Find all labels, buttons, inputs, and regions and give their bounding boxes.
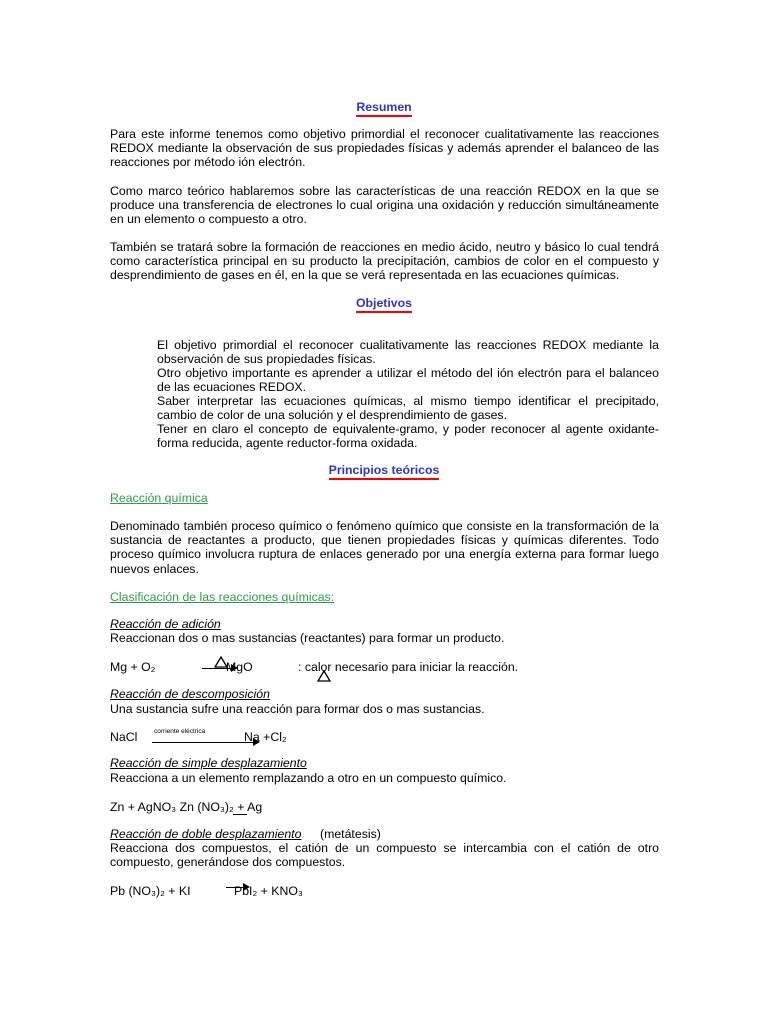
doble-products: PbI₂ + KNO₃ xyxy=(234,884,303,898)
resumen-paragraph-1: Para este informe tenemos como objetivo primordial el reconocer cualitativamente las reacciones REDOX mediante la observación de sus propiedades físicas y además aprender el balanceo de las reacciones por método ión electrón. xyxy=(110,127,659,170)
objetivo-item: Otro objetivo importante es aprender a utilizar el método del ión electrón para el balanceo de las ecuaciones REDOX. xyxy=(157,366,659,395)
resumen-paragraph-3: También se tratará sobre la formación de reacciones en medio ácido, neutro y básico lo cual tendrá como característica principal en su producto la precipitación, cambios de color en el compuesto y desprendimiento de gases en él, en la que se verá representada en las ecuaciones químicas. xyxy=(110,240,659,283)
objetivo-item: El objetivo primordial el reconocer cualitativamente las reacciones REDOX mediante la observación de sus propiedades físicas. xyxy=(157,338,659,367)
title-simple-desplazamiento: Reacción de simple desplazamiento xyxy=(110,756,307,770)
title-descomposicion: Reacción de descomposición xyxy=(110,687,270,701)
adicion-note: : calor necesario para iniciar la reacción. xyxy=(298,660,519,674)
simple-equation: Zn + AgNO₃ Zn (NO₃)₂ + Ag xyxy=(110,800,263,814)
descomposicion-reactant: NaCl xyxy=(110,730,138,744)
title-adicion: Reacción de adición xyxy=(110,617,221,631)
heading-objetivos: Objetivos xyxy=(355,296,413,310)
underline-mark xyxy=(233,814,247,815)
title-doble-desplazamiento: Reacción de doble desplazamiento xyxy=(110,827,302,841)
adicion-product: MgO xyxy=(226,660,253,674)
subtitle-reaccion-quimica: Reacción química xyxy=(110,491,208,505)
heat-triangle-icon xyxy=(317,670,331,682)
adicion-reactants: Mg + O₂ xyxy=(110,660,156,674)
doble-reactants: Pb (NO₃)₂ + KI xyxy=(110,884,191,898)
heading-principios: Principios teóricos xyxy=(328,463,440,477)
reaccion-quimica-text: Denominado también proceso químico o fenómeno químico que consiste en la transformación de la sustancia de reactantes a producto, que tienen propiedades físicas y químicas diferentes. Todo proceso químico involucra ruptura de enlaces generado por una energía externa para formar luego nuevos enlaces. xyxy=(110,519,659,576)
objetivo-item: Saber interpretar las ecuaciones químicas, al mismo tiempo identificar el precipitado, cambio de color de una solución y el desprendimiento de gases. xyxy=(157,394,659,423)
reaction-arrow xyxy=(152,742,258,743)
objetivo-item: Tener en claro el concepto de equivalente-gramo, y poder reconocer al agente oxidante-forma reducida, agente reductor-forma oxidada. xyxy=(157,422,659,451)
descomposicion-products: Na +Cl₂ xyxy=(244,730,287,744)
heading-resumen: Resumen xyxy=(356,100,412,114)
adicion-text: Reaccionan dos o mas sustancias (reactantes) para formar un producto. xyxy=(110,631,505,645)
subtitle-clasificacion: Clasificación de las reacciones químicas: xyxy=(110,590,335,604)
simple-text: Reacciona a un elemento remplazando a otro en un compuesto químico. xyxy=(110,771,507,785)
resumen-paragraph-2: Como marco teórico hablaremos sobre las características de una reacción REDOX en la que se produce una transferencia de electrones lo cual origina una oxidación y reducción simultáneamente en un elemento o compuesto a otro. xyxy=(110,184,659,227)
doble-title-suffix: (metátesis) xyxy=(320,827,381,841)
arrow-label: corriente eléctrica xyxy=(154,728,206,735)
doble-text: Reacciona dos compuestos, el catión de un compuesto se intercambia con el catión de otro compuesto, generándose dos compuestos. xyxy=(110,841,659,870)
descomposicion-text: Una sustancia sufre una reacción para formar dos o mas sustancias. xyxy=(110,702,485,716)
